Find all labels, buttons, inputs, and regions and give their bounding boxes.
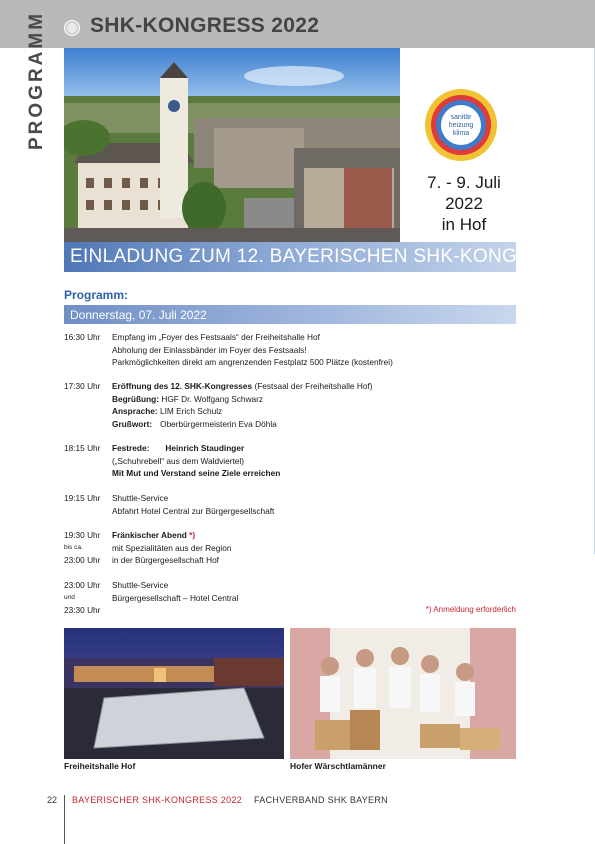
schedule-line-strong: Mit Mut und Verstand seine Ziele erreichen (112, 468, 281, 478)
schedule-person: Heinrich Staudinger (165, 443, 245, 453)
schedule-person: LIM Erich Schulz (157, 406, 223, 416)
schedule-line: Abfahrt Hotel Central zur Bürgergesellschaft (112, 505, 275, 516)
schedule-time-end: 23:30 Uhr (64, 604, 101, 615)
schedule-time: 19:15 Uhr (64, 493, 101, 503)
schedule-time-connector: und (64, 593, 75, 601)
schedule-line-strong: Fränkischer Abend (112, 530, 187, 540)
freiheitshalle-photo (64, 628, 284, 759)
schedule-time: 23:00 Uhr (64, 580, 101, 590)
schedule-line: Bürgergesellschaft – Hotel Central (112, 592, 239, 603)
schedule-line: Empfang im „Foyer des Festsaals“ der Freiheitshalle Hof (112, 332, 320, 342)
photo-caption-left: Freiheitshalle Hof (64, 761, 136, 771)
logo-text-3: klima (452, 130, 470, 137)
logo-text-1: sanitär (450, 114, 472, 121)
header-bullet-icon (64, 20, 80, 36)
registration-note: *) Anmeldung erforderlich (425, 605, 516, 614)
schedule-role: Grußwort: (112, 418, 153, 429)
wuerstlmaenner-photo (290, 628, 516, 759)
logo-text-2: heizung (448, 122, 474, 129)
footer-divider (64, 795, 65, 844)
schedule-time-connector: bis ca. (64, 543, 83, 551)
schedule-footnote-mark: *) (186, 530, 196, 540)
schedule-line: Parkmöglichkeiten direkt am angrenzenden Festplatz 500 Plätze (kostenfrei) (112, 357, 393, 367)
event-place: in Hof (441, 215, 487, 234)
city-photo (64, 48, 400, 244)
schedule-line: Shuttle-Service (112, 580, 169, 590)
day-heading: Donnerstag, 07. Juli 2022 (70, 308, 207, 322)
schedule-line: in der Bürgergesellschaft Hof (112, 555, 219, 565)
page-title: SHK-KONGRESS 2022 (90, 14, 320, 37)
schedule-time: 16:30 Uhr (64, 332, 101, 342)
schedule-role: Festrede: (112, 443, 150, 453)
schedule-time: 17:30 Uhr (64, 381, 101, 391)
schedule-line: Abholung der Einlassbänder im Foyer des Festsaals! (112, 344, 307, 355)
event-dates: 7. - 9. Juli 2022 (427, 173, 501, 213)
schedule-person: HGF Dr. Wolfgang Schwarz (159, 393, 264, 404)
footer-publisher: FACHVERBAND SHK BAYERN (254, 795, 388, 805)
program-heading: Programm: (64, 288, 129, 302)
schedule-line: Shuttle-Service (112, 493, 169, 503)
schedule-person: Oberbürgermeisterin Eva Döhla (160, 418, 277, 429)
event-date-block (412, 172, 516, 235)
shk-logo (424, 88, 498, 162)
schedule-line: mit Spezialitäten aus der Region (112, 542, 232, 553)
schedule-line: (Festsaal der Freiheitshalle Hof) (252, 381, 373, 391)
schedule-line: („Schuhrebell“ aus dem Waldviertel) (112, 455, 245, 466)
schedule-role: Begrüßung: (112, 393, 160, 404)
schedule-line-strong: Eröffnung des 12. SHK-Kongresses (112, 381, 253, 391)
schedule-time: 19:30 Uhr (64, 530, 101, 540)
invitation-banner-text: EINLADUNG ZUM 12. BAYERISCHEN SHK-KONGRESS (70, 246, 571, 267)
footer-publication: BAYERISCHER SHK-KONGRESS 2022 (72, 795, 243, 805)
page-number: 22 (47, 795, 58, 805)
side-section-label: PROGRAMM (26, 10, 47, 150)
schedule-time: 18:15 Uhr (64, 443, 101, 453)
schedule-time-end: 23:00 Uhr (64, 554, 101, 565)
photo-caption-right: Hofer Wärschtlamänner (290, 761, 386, 771)
schedule-role: Ansprache: (112, 406, 158, 416)
